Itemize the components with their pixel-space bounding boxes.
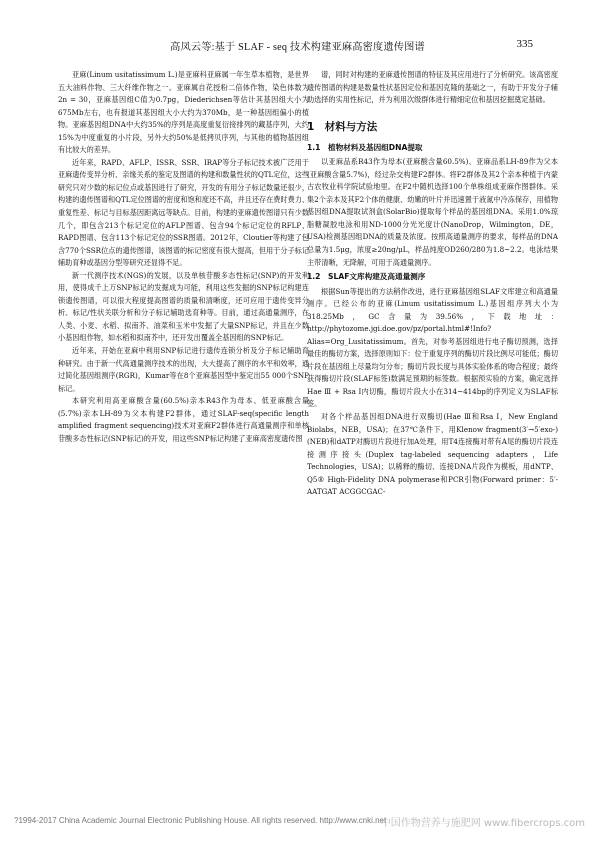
paragraph-continued: 谱，同时对构建的亚麻遗传图谱的特征及其应用进行了分析研究。该高密度遗传图谱的构建是数量性状基因定位和基因克隆的基础之一，有助于开发分子辅助选择的实用性标记，并为利用次级群体进行精细定位和基因挖掘奠定基础。 — [307, 70, 558, 105]
paragraph-ngs: 新一代测序技术(NGS)的发展，以及单核苷酸多态性标记(SNP)的开发利用，使得成千上万SNP标记的发掘成为可能，利用这些发掘的SNP标记构建连锁遗传图谱，可以很大程度提高图谱的质量和清晰度，还可应用于遗传变异分析、标记/性状关联分析和分子标记辅助选育种等。目前，通过高通量测序，在人类、小麦、水稻、拟南芥、油菜和玉米中发掘了大量SNP标记，并且在少数小基因组作物，如水稻和拟南芥中，还开发出覆盖全基因组的SNP标记。 — [58, 270, 309, 343]
page-header — [0, 0, 595, 64]
paragraph-intro: 亚麻(Linum usitatissimum L.)是亚麻科亚麻属一年生草本植物，是世界五大油料作物、三大纤维作物之一。亚麻属自花授粉二倍体作物，染色体数为2n = 30，亚麻基因组C值为0.7pg，Diederichsen等估计其基因组大小为675Mb左右，也有报道其基因组大小大约为370Mb，是一种基因组偏小的植物。亚麻基因组DNA中大约35%的序列是高度重复衍接排列的藏基序列，大约15%为中度重复的小片段，另外大约50%是低拷贝序列，与其他的植物基因组有比较大的差异。 — [58, 70, 309, 155]
page-footer — [0, 814, 595, 832]
watermark: 中国作物营养与施肥网 www.fibercrops.com — [380, 818, 585, 829]
page-number: 335 — [516, 38, 533, 50]
paragraph-snp-flax: 近年来，开始在亚麻中利用SNP标记进行遗传连锁分析及分子标记辅助育种研究。由于新一代高通量测序技术的出现，大大提高了测序的水平和效率，通过简化基因组测序(RGR)，Kumar等在8个亚麻基因型中鉴定出55 000个SNP标记。 — [58, 346, 309, 393]
subsection-heading-slaf-library: 1.2 SLAF文库构建及高通量测序 — [307, 272, 426, 282]
paragraph-markers: 近年来，RAPD、AFLP、ISSR、SSR、IRAP等分子标记技术被广泛用于亚麻遗传变异分析、亲缘关系的鉴定及图谱的构建和数量性状的QTL定位，这些研究只对少数的标记位点或基因进行了研究，开发的有用分子标记数量还很少，构建的遗传图谱和QTL定位图谱的密度和饱和度还不高，并且还存在费时费力、重复性差、标记与目标基因距离远等缺点。目前，构建的亚麻遗传图谱只有少数几个，即包含213个标记定位的AFLP图谱、包含94个标记定位的RFLP、RAPD图谱、包含113个标记定位的SSR图谱。2012年，Cloutier等构建了包含770个SSR位点的遗传图谱，该图谱的标记密度有很大提高，但用于分子标记辅助育种或基因分型等研究还显得不足。 — [58, 157, 309, 268]
paragraph-plant-material: 以亚麻品系R43作为母本(亚麻酸含量60.5%)、亚麻品系LH-89作为父本(亚麻酸含量5.7%)，经过杂交构建F2群体。将F2群体及其2个亲本种植于内蒙古农牧业科学院试验地里。在F2中随机选择100个单株组成亚麻作图群体。采集2个亲本及其F2个体的健康、幼嫩的叶片并迅速置于液氮中冷冻保存，用植物基因组DNA提取试剂盒(SolarBio)提取每个样品的基因组DNA。采用1.0%琼脂糖凝胶电泳和用ND-1000分光光度计(NanoDrop，Wilmington，DE，USA)检测基因组DNA的质量及浓度。按照高通量测序的要求，每样品的DNA总量为1.5μg，浓度≥20ng/μL，样品纯度OD260/280为1.8~2.2。电泳结果主带清晰，无降解，可用于高通量测序。 — [307, 157, 558, 267]
left-column — [58, 69, 309, 445]
running-title: 高凤云等:基于 SLAF - seq 技术构建亚麻高密度遗传图谱 — [170, 42, 425, 53]
section-heading-materials-methods: 1 材料与方法 — [307, 120, 378, 133]
subsection-heading-plant-material: 1.1 植物材料及基因组DNA提取 — [307, 142, 423, 152]
copyright-notice: ?1994-2017 China Academic Journal Electronic Publishing House. All rights reserved. http://www.cnki.net — [14, 816, 387, 825]
paragraph-slaf-library: 根据Sun等提出的方法稍作改进，进行亚麻基因组SLAF文库建立和高通量测序。已经公布的亚麻(Linum usitatissimum L.)基因组序列大小为318.25Mb，GC含量为39.56%，下载地址：http://phytozome.jgi.doe.gov/pz/portal.html#!Info?Alias=Org_Lusitatissimum。首先，对参考基因组进行电子酶切预测，选择最佳的酶切方案，选择原则如下：位于重复序列的酶切片段比例尽可能低；酶切片段在基因组上尽量均匀分布；酶切片段长度与具体实验体系的吻合程度；最终获得酶切片段(SLAF标签)数满足预期的标签数。根据预实验的方案，确定选择Hae Ⅲ + Rsa Ⅰ内切酶，酶切片段大小在314~414bp的序列定义为SLAF标签。 — [307, 286, 558, 409]
right-column — [307, 69, 558, 499]
paragraph-this-study: 本研究利用高亚麻酸含量(60.5%)亲本R43作为母本、低亚麻酸含量(5.7%)亲本LH-89为父本构建F2群体，通过SLAF-seq(specific length amplified fragment sequencing)技术对亚麻F2群体进行高通量测序和单核苷酸多态性标记(SNP标记)的开发，用这些SNP标记构建了亚麻高密度遗传图 — [58, 396, 309, 443]
paragraph-digestion: 对各个样品基因组DNA进行双酶切(Hae Ⅲ和Rsa Ⅰ，New England Biolabs，NEB，USA)；在37℃条件下，用Klenow fragment(3′→5′exo-)(NEB)和dATP对酶切片段进行加A处理，用T4连接酶对带有A尾的酶切片段连接测序接头(Duplex tag-labeled sequencing adapters，Life Technologies，USA)；以稀释的酶切、连接DNA片段作为模板，用dNTP、Q5® High-Fidelity DNA polymerase和PCR引物(Forward primer：5′- AATGAT ACGGCGAC- — [307, 412, 558, 497]
